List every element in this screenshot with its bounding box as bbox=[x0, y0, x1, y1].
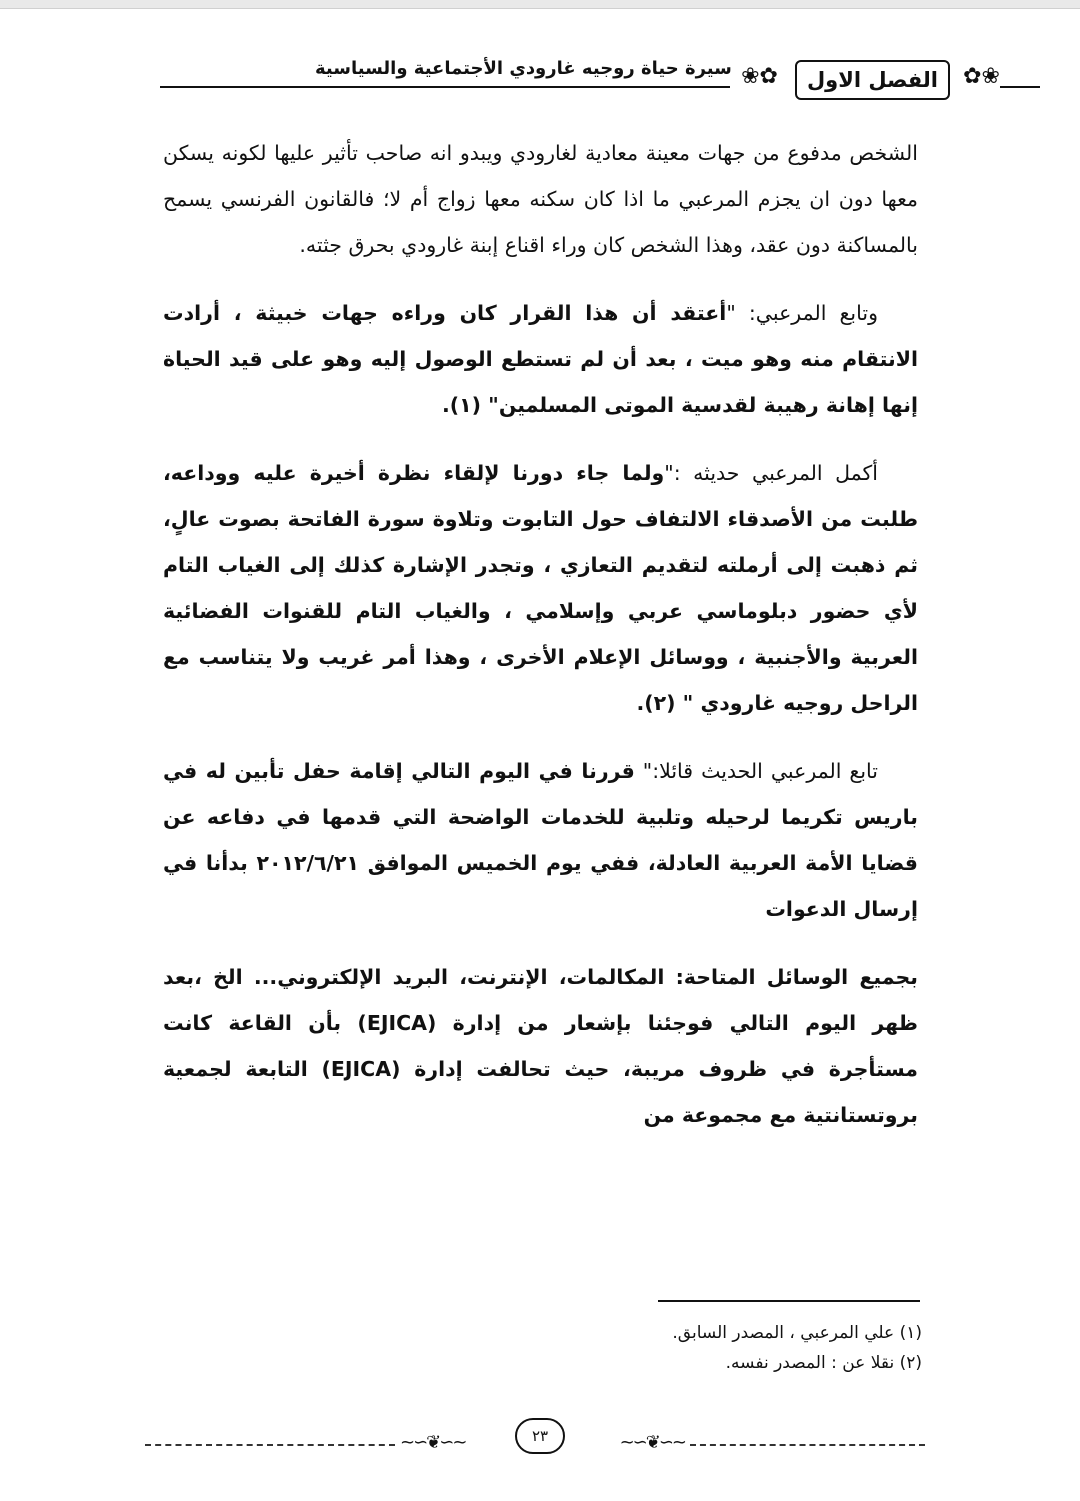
swirl-ornament-icon: ~∽❦∽~ bbox=[619, 1432, 685, 1453]
header-rule bbox=[160, 86, 730, 88]
floral-ornament-icon: ✿❀ bbox=[963, 64, 1000, 89]
paragraph-lead: وتابع المرعبي: " bbox=[726, 301, 878, 325]
paragraph-3 bbox=[163, 450, 918, 726]
quoted-text: قررنا في اليوم التالي إقامة حفل تأبين له في باريس تكريما لرحيله وتلبية للخدمات الواضحة التي قدمها في دفاعه عن قضايا الأمة العربية العادلة، ففي يوم الخميس الموافق ٢٠١٢/٦/٢١ بدأنا في إرسال الدعوات bbox=[163, 759, 918, 921]
footnotes bbox=[322, 1318, 922, 1378]
paragraph-5 bbox=[163, 954, 918, 1138]
paragraph-text: بجميع الوسائل المتاحة: المكالمات، الإنترنت، البريد الإلكتروني... الخ ،بعد ظهر اليوم التالي فوجئنا بإشعار من إدارة (EJICA) بأن القاعة كانت مستأجرة في ظروف مريبة، حيث تحالفت إدارة (EJICA) التابعة لجمعية بروتستانتية مع مجموعة من bbox=[163, 965, 918, 1127]
quoted-text: ولما جاء دورنا لإلقاء نظرة أخيرة عليه ووداعه، طلبت من الأصدقاء الالتفاف حول التابوت وتلاوة سورة الفاتحة بصوت عالٍ، ثم ذهبت إلى أرملته لتقديم التعازي ، وتجدر الإشارة كذلك إلى الغياب التام لأي حضور دبلوماسي عربي وإسلامي ، والغياب التام للقنوات الفضائية العربية والأجنبية ، ووسائل الإعلام الأخرى ، وهذا أمر غريب ولا يتناسب مع الراحل روجيه غارودي " (٢). bbox=[163, 461, 918, 715]
footnote-1: (١) علي المرعبي ، المصدر السابق. bbox=[672, 1323, 922, 1343]
paragraph-lead: تابع المرعبي الحديث قائلا:" bbox=[634, 759, 878, 783]
quoted-text: أعتقد أن هذا القرار كان وراءه جهات خبيثة ، أرادت الانتقام منه وهو ميت ، بعد أن لم تستطع الوصول إليه وهو على قيد الحياة إنها إهانة رهيبة لقدسية الموتى المسلمين" (١). bbox=[163, 301, 918, 417]
page-footer bbox=[145, 1410, 925, 1460]
paragraph-text: الشخص مدفوع من جهات معينة معادية لغارودي ويبدو انه صاحب تأثير عليها لكونه يسكن معها دون ان يجزم المرعبي ما اذا كان سكنه معها زواج أم لا؛ فالقانون الفرنسي يسمح بالمساكنة دون عقد، وهذا الشخص كان وراء اقناع إبنة غارودي بحرق جثته. bbox=[163, 141, 918, 257]
book-title: سيرة حياة روجيه غارودي الأجتماعية والسياسية bbox=[315, 58, 732, 79]
floral-ornament-icon: ❀✿ bbox=[741, 64, 778, 89]
body-text bbox=[163, 130, 918, 1160]
footnote-2: (٢) نقلا عن : المصدر نفسه. bbox=[725, 1353, 922, 1373]
footer-dashed-line bbox=[690, 1444, 925, 1446]
page-number: ٢٣ bbox=[515, 1418, 565, 1454]
header-ornament-line bbox=[1000, 86, 1040, 88]
footnote-separator bbox=[658, 1300, 920, 1302]
paragraph-2 bbox=[163, 290, 918, 428]
paragraph-4 bbox=[163, 748, 918, 932]
chapter-label: الفصل الاول bbox=[795, 60, 950, 100]
paragraph-lead: أكمل المرعبي حديثه :" bbox=[664, 461, 878, 485]
page-header bbox=[150, 50, 1040, 110]
top-edge bbox=[0, 0, 1080, 9]
footer-dashed-line bbox=[145, 1444, 395, 1446]
swirl-ornament-icon: ~∽❦∽~ bbox=[400, 1432, 466, 1453]
paragraph-1 bbox=[163, 130, 918, 268]
